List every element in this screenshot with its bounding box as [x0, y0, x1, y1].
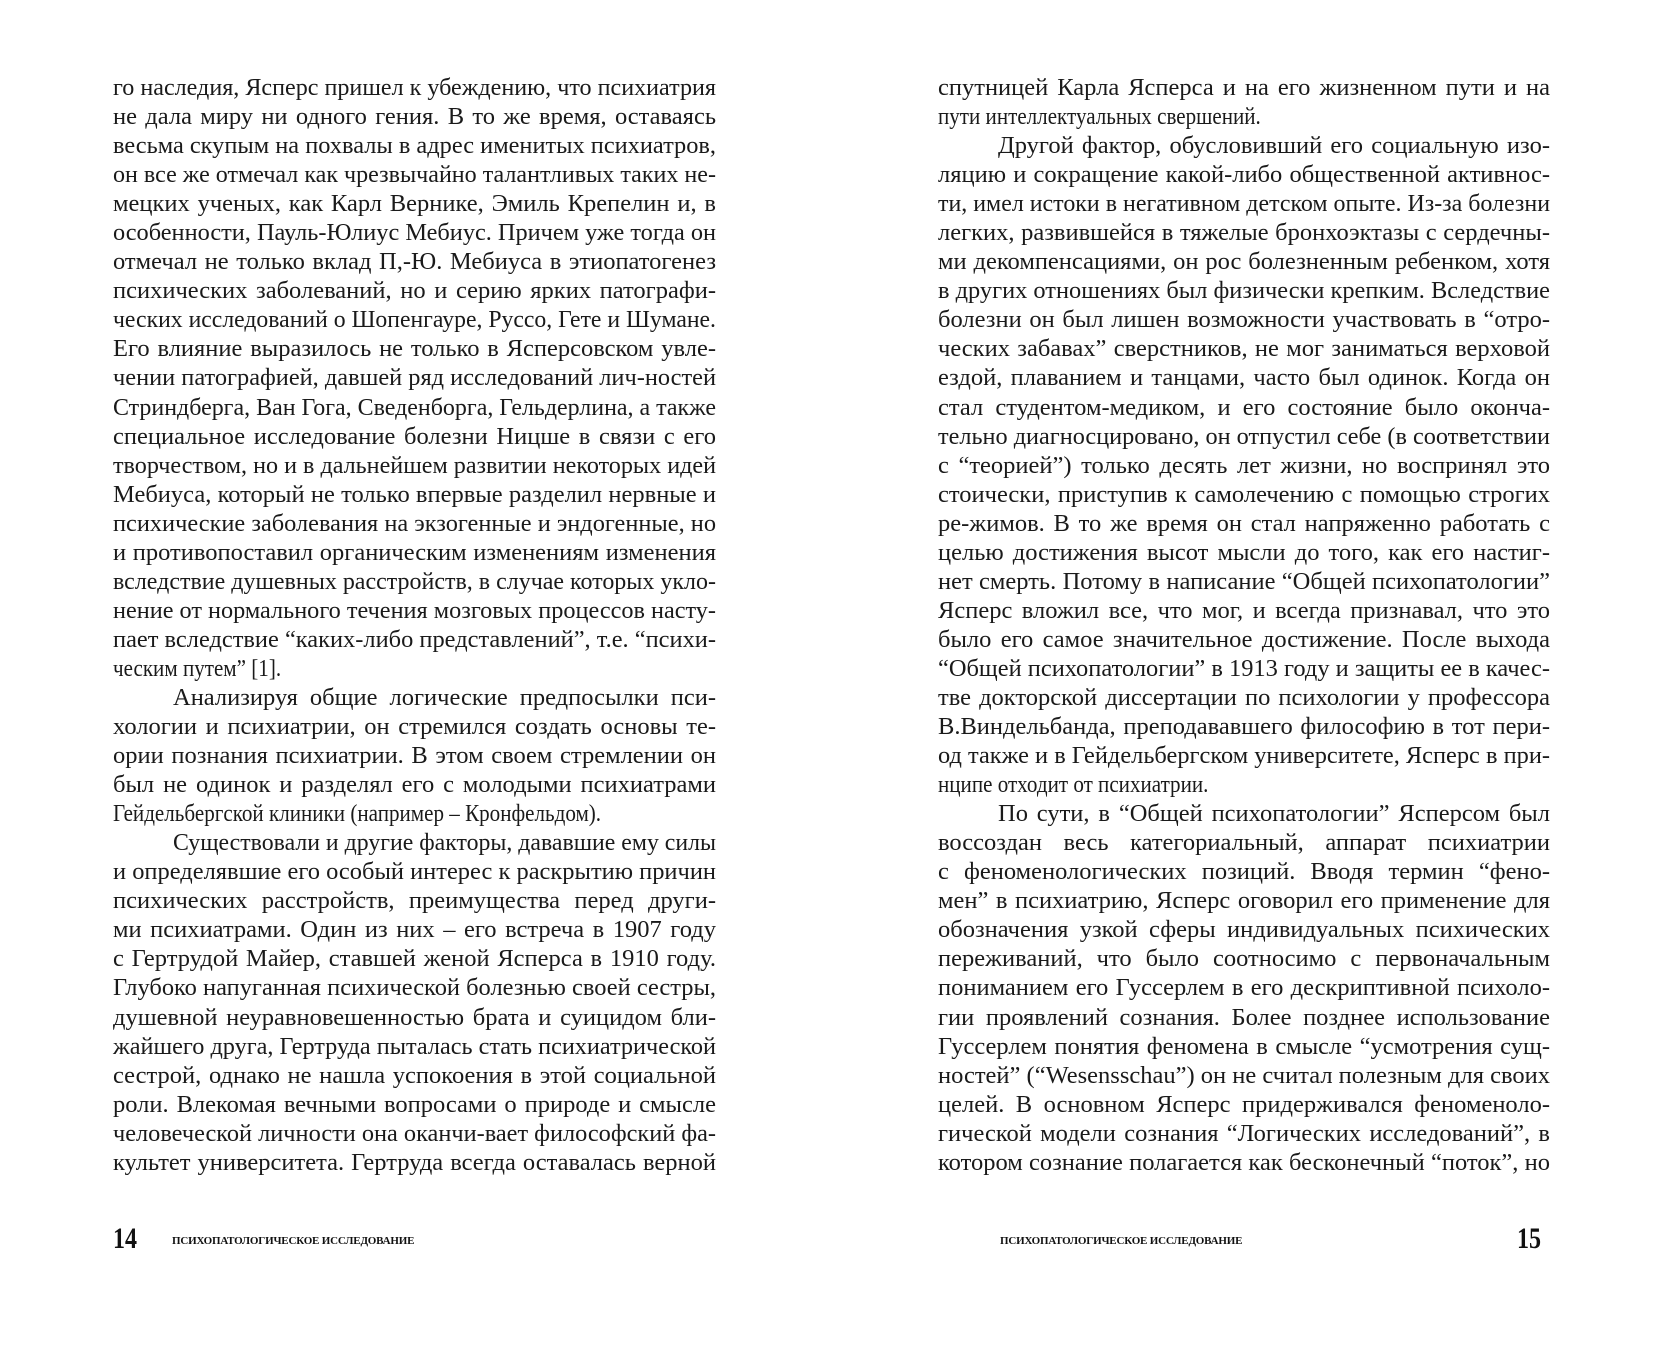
text-line: с “теорией”) только десять лет жизни, но воспринял это [938, 451, 1550, 479]
text-line: болезни он был лишен возможности участвовать в “отро- [938, 306, 1550, 334]
text-line: “Общей психопатологии” в 1913 году и защиты ее в качес- [938, 654, 1550, 682]
text-line: ляцию и сокращение какой-либо общественной активнос- [938, 161, 1550, 189]
text-line: пути интеллектуальных свершений. [938, 103, 1261, 131]
text-line: воссоздан весь категориальный, аппарат психиатрии [938, 829, 1550, 857]
text-line: роли. Влекомая вечными вопросами о природе и смысле [113, 1090, 716, 1118]
text-line: гии проявлений сознания. Более позднее использование [938, 1003, 1550, 1031]
text-line: ре-жимов. В то же время он стал напряженно работать с [938, 509, 1550, 537]
text-line: Глубоко напуганная психической болезнью своей сестры, [113, 974, 716, 1002]
text-line: мецких ученых, как Карл Вернике, Эмиль Крепелин и, в [113, 190, 716, 218]
text-line: Гейдельбергской клиники (например – Кронфельдом). [113, 800, 602, 828]
text-line: По сути, в “Общей психопатологии” Ясперсом был [998, 800, 1550, 828]
text-line: ческим путем” [1]. [113, 654, 282, 682]
text-line: легких, развившейся в тяжелые бронхоэктазы с сердечны- [938, 219, 1550, 247]
text-line: психических заболеваний, но и серию ярких патографи- [113, 277, 716, 305]
text-line: не дала миру ни одного гения. В то же время, оставаясь [113, 103, 716, 131]
text-line: ти, имел истоки в негативном детском опыте. Из-за болезни [938, 190, 1550, 218]
text-line: В.Виндельбанда, преподававшего философию в тот пери- [938, 713, 1550, 741]
right-page-text-column [938, 73, 1550, 1177]
text-line: культет университета. Гертруда всегда оставалась верной [113, 1148, 716, 1176]
text-line: мен” в психиатрию, Ясперс оговорил его применение для [938, 887, 1550, 915]
text-line: пает вследствие “каких-либо представлений”, т.е. “психи- [113, 625, 716, 653]
text-line: было его самое значительное достижение. После выхода [938, 625, 1550, 653]
text-line: Анализируя общие логические предпосылки пси- [173, 683, 716, 711]
text-line: Стриндберга, Ван Гога, Сведенборга, Гельдерлина, а также [113, 393, 716, 421]
text-line: тве докторской диссертации по психологии у профессора [938, 683, 1550, 711]
text-line: отмечал не только вклад П,-Ю. Мебиуса в этиопатогенез [113, 248, 716, 276]
text-line: ностей” (“Wesensschau”) он не считал полезным для своих [938, 1061, 1550, 1089]
page-number: 15 [1517, 1222, 1541, 1255]
text-line: гической модели сознания “Логических исследований”, в [938, 1119, 1550, 1147]
text-line: Гуссерлем понятия феномена в смысле “усмотрения сущ- [938, 1032, 1550, 1060]
text-line: нение от нормального течения мозговых процессов насту- [113, 596, 716, 624]
text-line: ми психиатрами. Один из них – его встреча в 1907 году [113, 916, 716, 944]
running-title: ПСИХОПАТОЛОГИЧЕСКОЕ ИССЛЕДОВАНИЕ [172, 1235, 415, 1247]
text-line: был не одинок и разделял его с молодыми психиатрами [113, 771, 716, 799]
text-line: Существовали и другие факторы, дававшие ему силы [173, 829, 716, 857]
text-line: Ясперс вложил все, что мог, и всегда признавал, что это [938, 596, 1550, 624]
text-line: жайшего друга, Гертруда пыталась стать психиатрической [113, 1032, 716, 1060]
text-line: вследствие душевных расстройств, в случае которых укло- [113, 567, 716, 595]
text-line: Другой фактор, обусловивший его социальную изо- [998, 132, 1550, 160]
text-line: с феноменологических позиций. Вводя термин “фено- [938, 858, 1550, 886]
text-line: од также и в Гейдельбергском университете, Ясперс в при- [938, 742, 1550, 770]
text-line: тельно диагносцировано, он отпустил себе (в соответствии [938, 422, 1550, 450]
text-line: особенности, Пауль-Юлиус Мебиус. Причем уже тогда он [113, 219, 716, 247]
text-line: в других отношениях был физически крепким. Вследствие [938, 277, 1550, 305]
text-line: и противопоставил органическим изменениям изменения [113, 538, 716, 566]
text-line: нет смерть. Потому в написание “Общей психопатологии” [938, 567, 1550, 595]
text-line: обозначения узкой сферы индивидуальных психических [938, 916, 1550, 944]
text-line: психические заболевания на экзогенные и эндогенные, но [113, 509, 716, 537]
text-line: с Гертрудой Майер, ставшей женой Ясперса в 1910 году. [113, 945, 716, 973]
left-page-footer [0, 1224, 827, 1254]
right-page-footer [827, 1224, 1654, 1254]
text-line: хологии и психиатрии, он стремился создать основы те- [113, 713, 716, 741]
text-line: сестрой, однако не нашла успокоения в этой социальной [113, 1061, 716, 1089]
text-line: душевной неуравновешенностью брата и суицидом бли- [113, 1003, 716, 1031]
text-line: специальное исследование болезни Ницше в связи с его [113, 422, 716, 450]
text-line: психических расстройств, преимущества перед други- [113, 887, 716, 915]
text-line: творчеством, но и в дальнейшем развитии некоторых идей [113, 451, 716, 479]
right-page [827, 0, 1654, 1358]
text-line: котором сознание полагается как бесконечный “поток”, но [938, 1148, 1550, 1176]
text-line: ории познания психиатрии. В этом своем стремлении он [113, 742, 716, 770]
text-line: пониманием его Гуссерлем в его дескриптивной психоло- [938, 974, 1550, 1002]
text-line: стал студентом-медиком, и его состояние было оконча- [938, 393, 1550, 421]
left-page-text-column [113, 73, 716, 1177]
text-line: чении патографией, давшей ряд исследований лич-ностей [113, 364, 716, 392]
text-line: человеческой личности она оканчи-вает философский фа- [113, 1119, 716, 1147]
text-line: переживаний, что было соотносимо с первоначальным [938, 945, 1550, 973]
text-line: ческих забавах” сверстников, не мог заниматься верховой [938, 335, 1550, 363]
text-line: он все же отмечал как чрезвычайно талантливых таких не- [113, 161, 716, 189]
text-line: целей. В основном Ясперс придерживался феноменоло- [938, 1090, 1550, 1118]
text-line: ездой, плаванием и танцами, часто был одинок. Когда он [938, 364, 1550, 392]
text-line: Мебиуса, который не только впервые разделил нервные и [113, 480, 716, 508]
text-line: ми декомпенсациями, он рос болезненным ребенком, хотя [938, 248, 1550, 276]
text-line: спутницей Карла Ясперса и на его жизненном пути и на [938, 74, 1550, 101]
running-title: ПСИХОПАТОЛОГИЧЕСКОЕ ИССЛЕДОВАНИЕ [1000, 1235, 1243, 1247]
text-line: и определявшие его особый интерес к раскрытию причин [113, 858, 716, 886]
text-line: весьма скупым на похвалы в адрес именитых психиатров, [113, 132, 716, 160]
text-line: го наследия, Ясперс пришел к убеждению, что психиатрия [113, 74, 716, 101]
page-number: 14 [113, 1222, 137, 1255]
text-line: Его влияние выразилось не только в Ясперсовском увле- [113, 335, 716, 363]
text-line: нципе отходит от психиатрии. [938, 771, 1209, 799]
text-line: ческих исследований о Шопенгауре, Руссо, Гете и Шумане. [113, 306, 716, 334]
text-line: стоически, приступив к самолечению с помощью строгих [938, 480, 1550, 508]
text-line: целью достижения высот мысли до того, как его настиг- [938, 538, 1550, 566]
